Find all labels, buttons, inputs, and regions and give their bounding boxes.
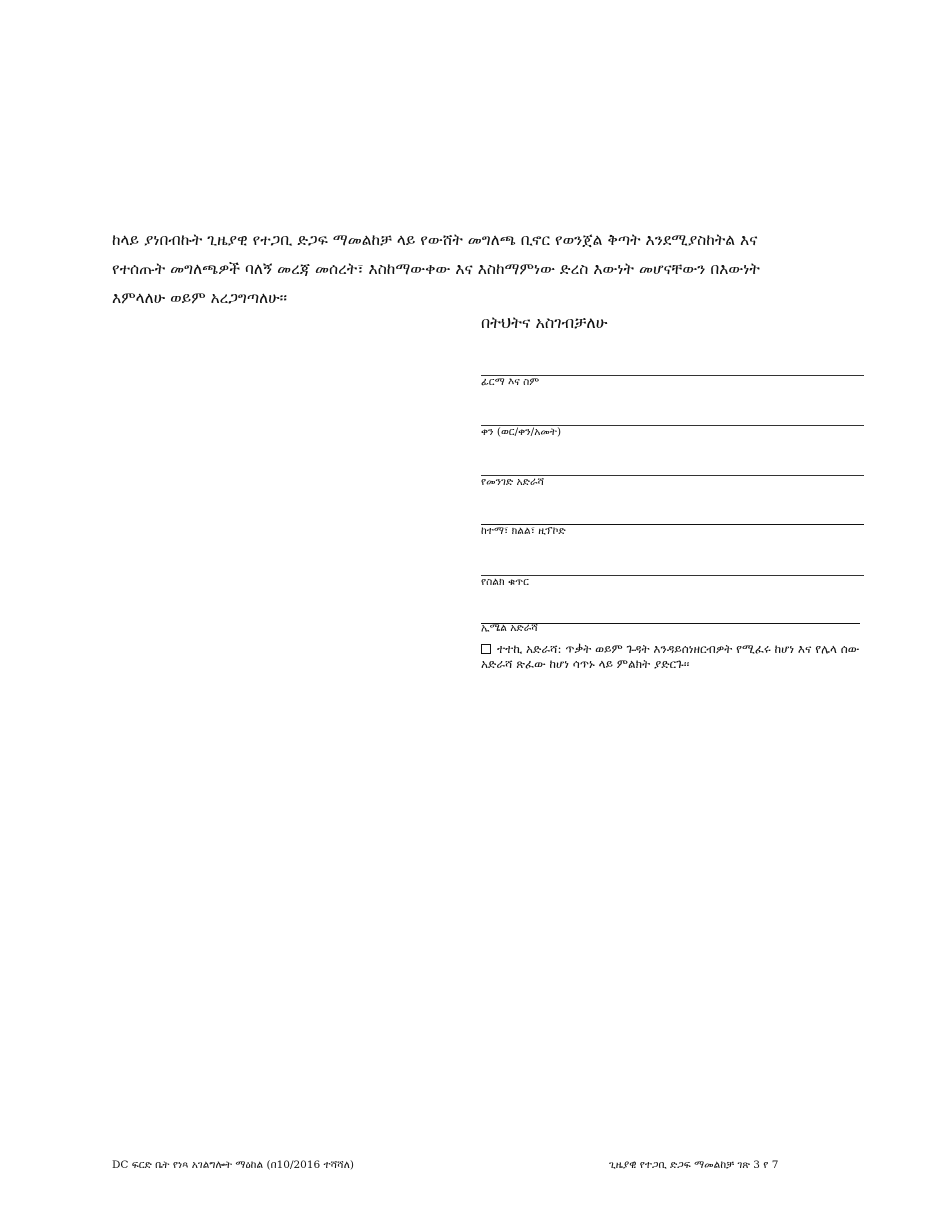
footer-page-number: ጊዜያዊ የተጋቢ ድጋፍ ማመልከቻ ገጽ 3 የ 7 <box>609 1159 779 1171</box>
confidential-address-option <box>481 642 861 672</box>
field-label: ቀን (ወር/ቀን/አመት) <box>481 426 562 438</box>
confidential-address-text: ተተኪ አድራሻ: ጥቃት ወይም ጉዳት እንዳይሰነዘርብዎት የሚፈሩ ከሆነ እና የሌላ ሰው አድራሻ ጽፈው ከሆነ ሳጥኑ ላይ ምልክት ያድርጉ፡፡ <box>481 642 860 671</box>
declaration-paragraph <box>112 226 842 313</box>
respectfully-submitted-heading: በትህትና አስገብቻለሁ <box>481 313 608 332</box>
email-address-field[interactable] <box>481 623 860 635</box>
field-label: ከተማ፣ ክልል፣ ዚፕኮድ <box>481 525 566 537</box>
declaration-line: እምላለሁ ወይም አረጋግጣለሁ፡፡ <box>112 289 287 307</box>
field-label: ፊርማ እና ስም <box>481 376 540 388</box>
declaration-line: የተሰጡት መግለጫዎች ባለኝ መረጃ መሰረት፣ እስከማውቀው እና እስከማምነው ድረስ እውነት መሆናቸውን በእውነት <box>112 260 760 278</box>
confidential-address-checkbox[interactable] <box>481 644 491 654</box>
declaration-line: ከላይ ያነበብኩት ጊዜያዊ የተጋቢ ድጋፍ ማመልከቻ ላይ የውሸት መግለጫ ቢኖር የወንጀል ቅጣት እንደሚያስከትል እና <box>112 231 758 249</box>
footer-revision-note: DC ፍርድ ቤት የነጻ አገልግሎት ማዕከል (በ10/2016 ተሻሻለ) <box>112 1159 354 1171</box>
field-label: የመንገድ አድራሻ <box>481 476 545 488</box>
street-address-field[interactable] <box>481 475 864 489</box>
date-field[interactable] <box>481 425 864 439</box>
field-label: የስልክ ቁጥር <box>481 576 529 588</box>
field-label: ኢሜል አድራሻ <box>481 622 538 634</box>
city-state-zip-field[interactable] <box>481 524 864 538</box>
phone-number-field[interactable] <box>481 575 864 589</box>
signature-name-field[interactable] <box>481 375 864 389</box>
